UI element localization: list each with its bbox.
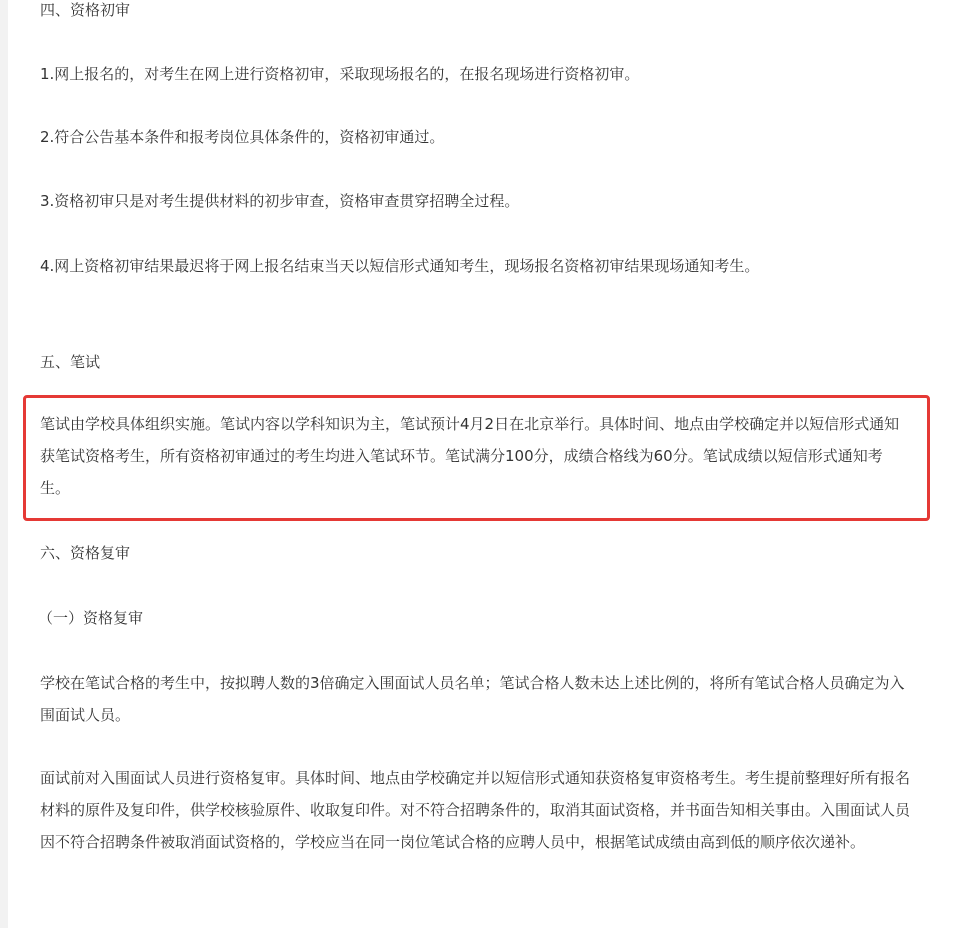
section-4-heading: 四、资格初审 — [40, 1, 131, 19]
section-5-heading: 五、笔试 — [40, 353, 101, 371]
section-6-paragraph-2: 面试前对入围面试人员进行资格复审。具体时间、地点由学校确定并以短信形式通知获资格复审资格考生。考生提前整理好所有报名材料的原件及复印件，供学校核验原件、收取复印件。对不符合招聘条件的，取消其面试资格，并书面告知相关事由。入围面试人员因不符合招聘条件被取消面试资格的，学校应当在同一岗位笔试合格的应聘人员中，根据笔试成绩由高到低的顺序依次递补。 — [40, 769, 911, 851]
section-4-item-2: 2.符合公告基本条件和报考岗位具体条件的，资格初审通过。 — [40, 128, 445, 146]
section-4-item-3: 3.资格初审只是对考生提供材料的初步审查，资格审查贯穿招聘全过程。 — [40, 192, 520, 210]
section-6-heading: 六、资格复审 — [40, 544, 131, 562]
section-4-item-1: 1.网上报名的，对考生在网上进行资格初审，采取现场报名的，在报名现场进行资格初审。 — [40, 65, 640, 83]
section-5-body: 笔试由学校具体组织实施。笔试内容以学科知识为主，笔试预计4月2日在北京举行。具体时间、地点由学校确定并以短信形式通知获笔试资格考生，所有资格初审通过的考生均进入笔试环节。笔试满分100分，成绩合格线为60分。笔试成绩以短信形式通知考生。 — [40, 415, 900, 497]
section-4-item-4: 4.网上资格初审结果最迟将于网上报名结束当天以短信形式通知考生，现场报名资格初审结果现场通知考生。 — [40, 257, 760, 275]
section-6-subheading: （一）资格复审 — [38, 609, 144, 627]
section-6-paragraph-1: 学校在笔试合格的考生中，按拟聘人数的3倍确定入围面试人员名单；笔试合格人数未达上述比例的，将所有笔试合格人员确定为入围面试人员。 — [40, 674, 905, 724]
